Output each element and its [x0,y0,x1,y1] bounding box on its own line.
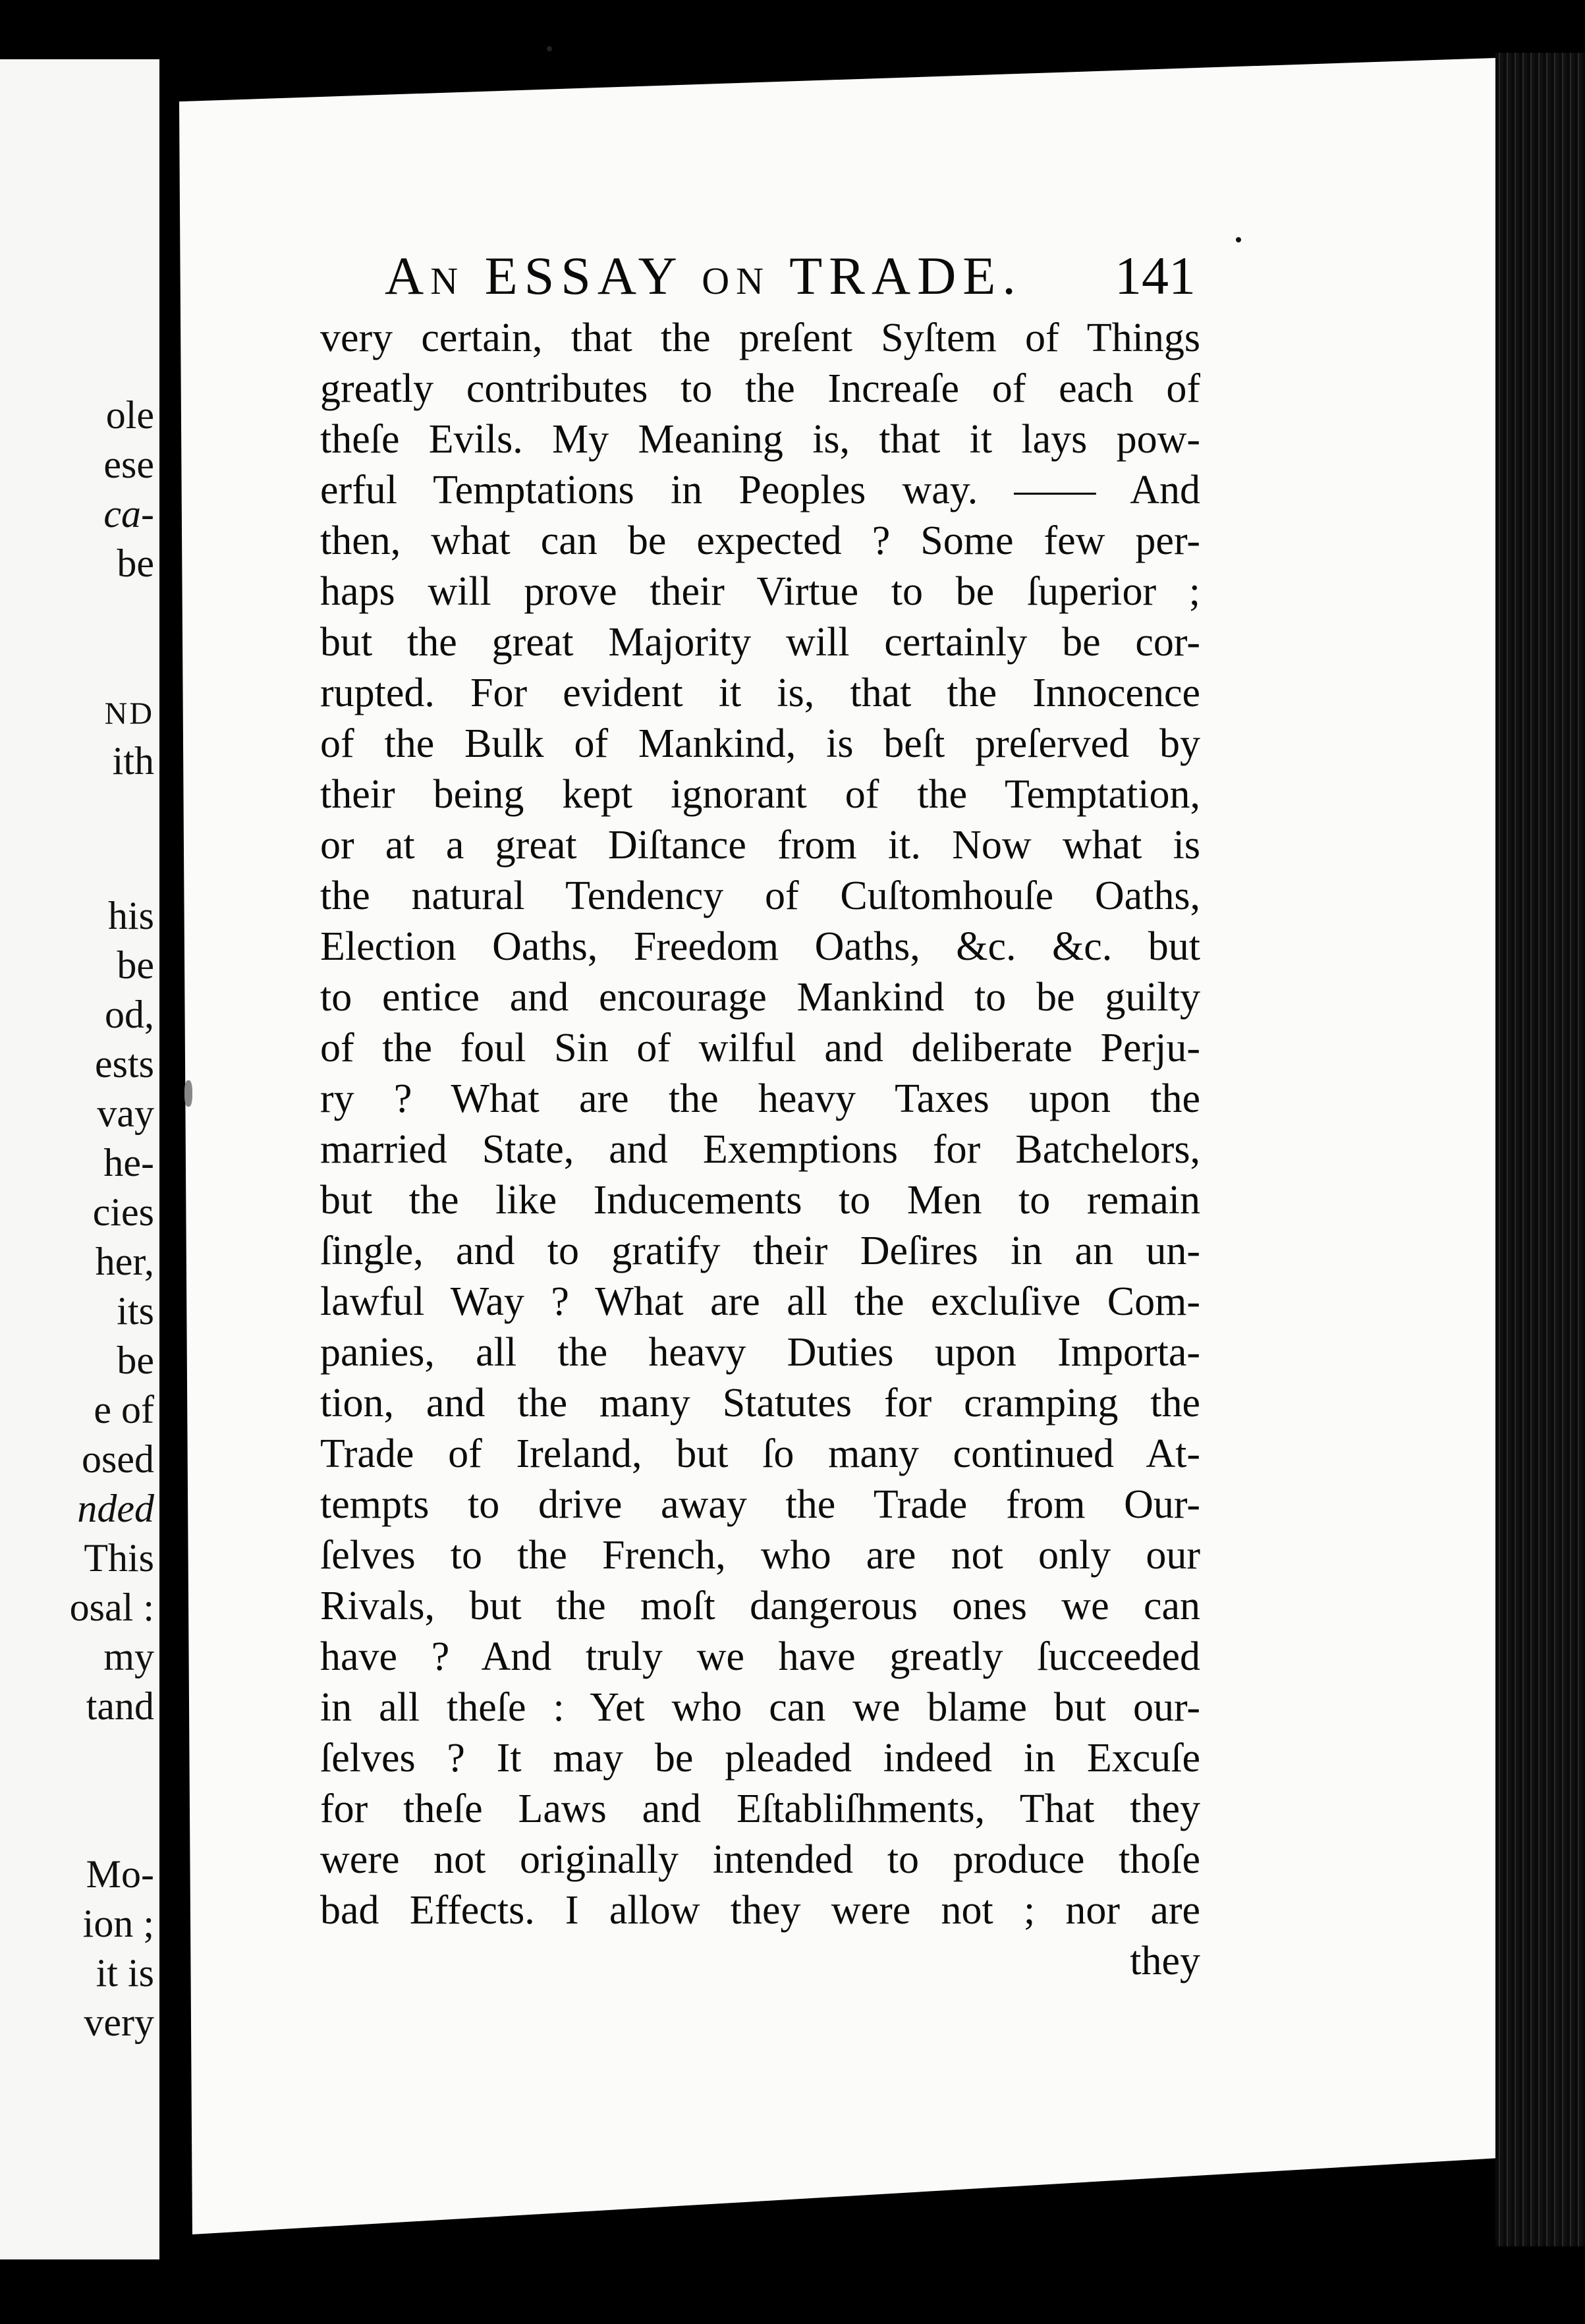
text-line: for theſe Laws and Eſtabliſhments, That they [320,1786,1200,1831]
text-line: theſe Evils. My Meaning is, that it lays pow- [320,417,1200,462]
left-fragment: Mo- [86,1852,154,1896]
ink-speck [1236,237,1241,242]
text-line: in all theſe : Yet who can we blame but our- [320,1685,1200,1730]
text-line: erful Temptations in Peoples way. —— And [320,468,1200,512]
page-number: 141 [1115,246,1196,306]
left-fragment: be [117,1339,154,1382]
text-line: ry ? What are the heavy Taxes upon the [320,1076,1200,1121]
text-line: ſelves to the French, who are not only our [320,1533,1200,1578]
text-line: Rivals, but the moſt dangerous ones we can [320,1584,1200,1628]
text-line: to entice and encourage Mankind to be guilty [320,975,1200,1020]
left-fragment: This [84,1536,154,1580]
text-line: their being kept ignorant of the Temptation, [320,772,1200,817]
text-line: Election Oaths, Freedom Oaths, &c. &c. but [320,924,1200,969]
text-line: married State, and Exemptions for Batchelors, [320,1127,1200,1172]
text-line: tempts to drive away the Trade from Our- [320,1482,1200,1527]
left-fragment: he- [103,1141,154,1184]
left-fragment: be [117,943,154,987]
catchword: they [1130,1939,1200,1983]
left-fragment: ca- [103,492,154,536]
text-line: ſelves ? It may be pleaded indeed in Excuſe [320,1736,1200,1781]
running-head-trade: TRADE. [789,246,1022,306]
left-fragment: ith [112,739,154,783]
left-fragment: ND [104,696,154,731]
text-line: of the foul Sin of wilful and deliberate Perju- [320,1026,1200,1070]
left-fragment: its [117,1289,154,1333]
left-fragment: ole [105,393,154,437]
text-line: then, what can be expected ? Some few per- [320,518,1200,563]
running-head [385,245,1202,318]
running-head-essay: ESSAY [484,246,682,306]
left-fragment: ests [95,1042,154,1086]
text-line: lawful Way ? What are all the excluſive Com- [320,1279,1200,1324]
left-fragment: nded [77,1487,154,1530]
text-line: have ? And truly we have greatly ſucceeded [320,1634,1200,1679]
left-fragment: my [103,1635,154,1678]
running-head-on: ON [702,260,771,302]
left-fragment: ese [103,443,154,486]
left-fragment: tand [86,1684,154,1728]
text-line: or at a great Diſtance from it. Now what is [320,823,1200,868]
text-line: but the great Majority will certainly be cor- [320,620,1200,665]
left-fragment: her, [95,1240,154,1283]
text-line: greatly contributes to the Increaſe of each of [320,366,1200,411]
text-line: Trade of Ireland, but ſo many continued At- [320,1431,1200,1476]
left-fragment: vay [97,1092,154,1135]
text-line: of the Bulk of Mankind, is beſt preſerved by [320,721,1200,766]
left-fragment: cies [92,1190,154,1234]
text-line: ſingle, and to gratify their Deſires in an un- [320,1229,1200,1273]
left-fragment: it is [96,1951,154,1995]
left-fragment: e of [94,1388,154,1431]
text-line: tion, and the many Statutes for cramping the [320,1381,1200,1425]
book-fore-edge [1495,53,1585,2246]
ink-speck [547,46,552,51]
running-head-an-rest: N [430,260,465,302]
text-line: but the like Inducements to Men to remain [320,1178,1200,1223]
left-fragment: osed [82,1437,154,1481]
page-tear-mark [184,1080,192,1107]
left-fragment: ion ; [82,1902,154,1945]
text-line: haps will prove their Virtue to be ſuperior ; [320,569,1200,614]
text-line: rupted. For evident it is, that the Innocence [320,671,1200,715]
left-fragment: very [84,2001,154,2044]
text-line: very certain, that the preſent Syſtem of Things [320,316,1200,360]
text-line: were not originally intended to produce thoſe [320,1837,1200,1882]
left-fragment: osal : [69,1586,154,1629]
left-fragment: be [117,541,154,585]
running-head-an-initial: A [385,246,431,306]
text-line: bad Effects. I allow they were not ; nor are [320,1888,1200,1933]
left-fragment: his [107,894,154,937]
text-line: panies, all the heavy Duties upon Importa- [320,1330,1200,1375]
left-fragment: od, [105,993,154,1036]
text-line: the natural Tendency of Cuſtomhouſe Oaths, [320,873,1200,918]
left-page-fragment [0,59,159,2259]
